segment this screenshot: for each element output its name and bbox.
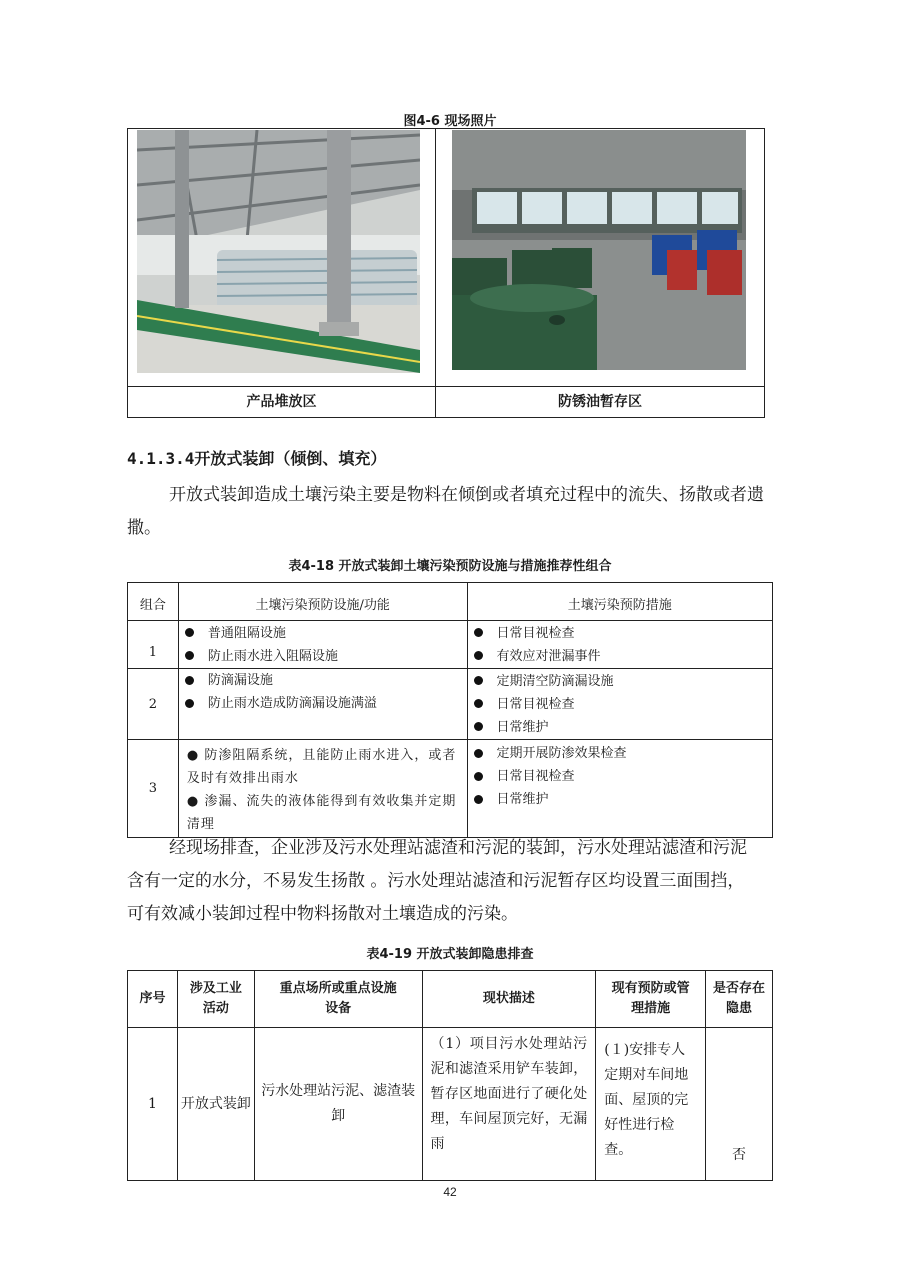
row-status: （1）项目污水处理站污泥和滤渣采用铲车装卸，暂存区地面进行了硬化处理，车间屋顶完好，无漏雨 — [422, 1028, 596, 1181]
bullet-icon — [474, 772, 483, 781]
list-item: 防止雨水造成防滴漏设施满溢 — [179, 692, 467, 715]
row-id: 3 — [128, 740, 179, 838]
table-header-row — [128, 583, 773, 621]
bullet-icon — [185, 676, 194, 685]
row-hazard: 否 — [706, 1028, 773, 1181]
table1-caption: 表4-18 开放式装卸土壤污染预防设施与措施推荐性组合 — [288, 559, 612, 574]
table-row — [128, 669, 773, 740]
bullet-icon — [474, 722, 483, 731]
table-row — [128, 740, 773, 838]
header-combo: 组合 — [128, 583, 179, 621]
prevention-table — [127, 582, 773, 838]
bullet-icon — [474, 676, 483, 685]
row-measures: (１)安排专人定期对车间地面、屋顶的完好性进行检查。 — [596, 1028, 706, 1181]
list-item: 普通阻隔设施 — [179, 622, 467, 645]
header-site: 重点场所或重点设施设备 — [254, 971, 422, 1028]
section-heading: 4.1.3.4开放式装卸（倾倒、填充） — [127, 449, 387, 468]
header-hazard: 是否存在隐患 — [706, 971, 773, 1028]
facilities-cell — [178, 669, 467, 740]
facilities-cell — [178, 621, 467, 669]
bullet-icon — [474, 651, 483, 660]
list-item: 日常目视检查 — [468, 693, 772, 716]
row-id: 1 — [128, 621, 179, 669]
photo-figure — [127, 128, 765, 418]
list-item: ● 防渗阻隔系统，且能防止雨水进入，或者及时有效排出雨水 — [186, 748, 457, 786]
facilities-cell — [178, 740, 467, 838]
photo-label-product-area: 产品堆放区 — [246, 394, 317, 410]
intro-text: 开放式装卸造成土壤污染主要是物料在倾倒或者填充过程中的流失、扬散或者遗撒。 — [127, 485, 764, 538]
list-item: 定期清空防滴漏设施 — [468, 670, 772, 693]
list-item: 定期开展防渗效果检查 — [468, 742, 772, 765]
bullet-icon — [474, 699, 483, 708]
list-item: 防止雨水进入阻隔设施 — [179, 645, 467, 668]
row-no: 1 — [128, 1028, 178, 1181]
oil-drums-photo — [452, 130, 746, 370]
findings-text: 经现场排查，企业涉及污水处理站滤渣和污泥的装卸，污水处理站滤渣和污泥含有一定的水分，不易发生扬散 。污水处理站滤渣和污泥暂存区均设置三面围挡，可有效减小装卸过程中物料扬散对土壤造成的污染。 — [127, 838, 747, 924]
header-facilities: 土壤污染预防设施/功能 — [178, 583, 467, 621]
list-item: 日常目视检查 — [468, 622, 772, 645]
photo-label-oil-storage: 防锈油暂存区 — [558, 394, 642, 410]
bullet-icon — [185, 628, 194, 637]
row-id: 2 — [128, 669, 179, 740]
findings-paragraph — [127, 832, 755, 931]
header-no: 序号 — [128, 971, 178, 1028]
intro-paragraph — [127, 479, 767, 545]
bullet-icon — [185, 651, 194, 660]
warehouse-photo — [137, 130, 420, 373]
list-item: 日常维护 — [468, 716, 772, 739]
measures-cell — [467, 621, 772, 669]
page-number: 42 — [443, 1185, 457, 1199]
table-row — [128, 1028, 773, 1181]
measures-cell — [467, 669, 772, 740]
list-item: 日常维护 — [468, 788, 772, 811]
header-status: 现状描述 — [422, 971, 596, 1028]
bullet-icon — [474, 749, 483, 758]
bullet-icon — [185, 699, 194, 708]
bullet-icon — [474, 795, 483, 804]
figure-caption: 图4-6 现场照片 — [403, 114, 497, 129]
table-header-row — [128, 971, 773, 1028]
list-item: 有效应对泄漏事件 — [468, 645, 772, 668]
table-row — [128, 621, 773, 669]
measures-cell — [467, 740, 772, 838]
row-site: 污水处理站污泥、滤渣装卸 — [254, 1028, 422, 1181]
header-measures: 现有预防或管理措施 — [596, 971, 706, 1028]
hazard-table — [127, 970, 773, 1181]
list-item: 防滴漏设施 — [179, 669, 467, 692]
list-item: ● 渗漏、流失的液体能得到有效收集并定期清理 — [186, 794, 457, 832]
row-activity: 开放式装卸 — [177, 1028, 254, 1181]
table2-caption: 表4-19 开放式装卸隐患排查 — [366, 947, 534, 962]
header-measures: 土壤污染预防措施 — [467, 583, 772, 621]
bullet-icon — [474, 628, 483, 637]
list-item: 日常目视检查 — [468, 765, 772, 788]
header-activity: 涉及工业活动 — [177, 971, 254, 1028]
